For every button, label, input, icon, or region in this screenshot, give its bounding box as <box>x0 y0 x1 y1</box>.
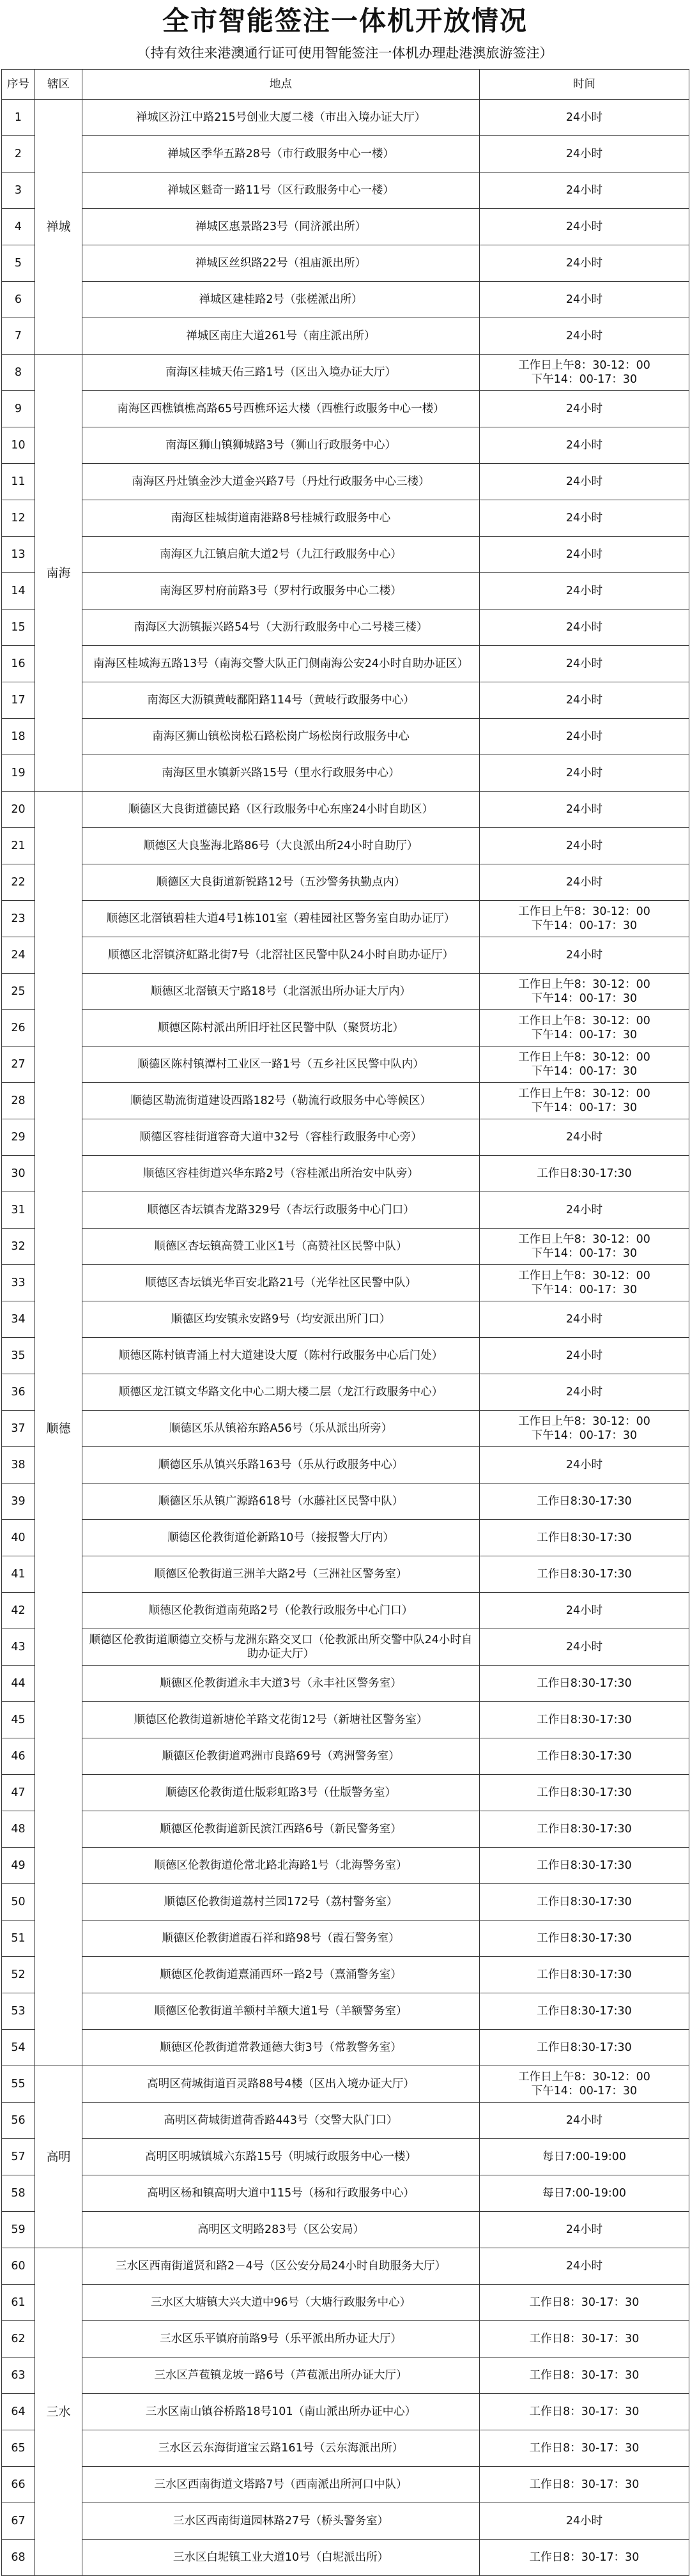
row-number: 42 <box>2 1593 35 1629</box>
address-cell: 高明区文明路283号（区公安局） <box>82 2212 480 2248</box>
time-cell: 工作日8:30-17:30 <box>480 1738 689 1775</box>
time-cell: 工作日上午8：30-12：00 下午14：00-17：30 <box>480 974 689 1010</box>
address-cell: 南海区狮山镇松岗松石路松岗广场松岗行政服务中心 <box>82 719 480 755</box>
time-cell: 24小时 <box>480 2103 689 2139</box>
row-number: 65 <box>2 2430 35 2467</box>
table-row <box>2 1046 689 1083</box>
header-address: 地点 <box>82 70 480 100</box>
row-number: 30 <box>2 1156 35 1192</box>
table-row <box>2 1666 689 1702</box>
row-number: 15 <box>2 610 35 646</box>
row-number: 45 <box>2 1702 35 1738</box>
time-cell: 24小时 <box>480 937 689 974</box>
address-cell: 禅城区南庄大道261号（南庄派出所） <box>82 318 480 355</box>
time-cell: 24小时 <box>480 1447 689 1483</box>
time-cell: 24小时 <box>480 318 689 355</box>
table-row <box>2 2430 689 2467</box>
time-cell: 工作日8:30-17:30 <box>480 1775 689 1811</box>
table-row <box>2 1593 689 1629</box>
time-cell: 24小时 <box>480 464 689 500</box>
district-cell: 南海 <box>35 355 82 792</box>
row-number: 36 <box>2 1374 35 1411</box>
table-row <box>2 2066 689 2103</box>
address-cell: 禅城区惠景路23号（同济派出所） <box>82 209 480 245</box>
table-row <box>2 136 689 172</box>
table-row <box>2 464 689 500</box>
time-cell: 24小时 <box>480 1192 689 1229</box>
table-row <box>2 610 689 646</box>
address-cell: 顺德区陈村派出所旧圩社区民警中队（聚贤坊北） <box>82 1010 480 1046</box>
address-cell: 顺德区伦教街道常教通德大街3号（常教警务室） <box>82 2030 480 2066</box>
row-number: 33 <box>2 1265 35 1301</box>
row-number: 67 <box>2 2503 35 2540</box>
address-cell: 顺德区陈村镇潭村工业区一路1号（五乡社区民警中队内） <box>82 1046 480 1083</box>
table-row <box>2 1229 689 1265</box>
time-cell: 24小时 <box>480 755 689 792</box>
district-cell: 三水 <box>35 2248 82 2576</box>
locations-table <box>1 69 689 2576</box>
time-cell: 工作日上午8：30-12：00 下午14：00-17：30 <box>480 1083 689 1119</box>
time-cell: 工作日8:30-17:30 <box>480 1811 689 1848</box>
address-cell: 南海区西樵镇樵高路65号西樵环运大楼（西樵行政服务中心一楼） <box>82 391 480 427</box>
address-cell: 高明区荷城街道百灵路88号4楼（区出入境办证大厅） <box>82 2066 480 2103</box>
row-number: 63 <box>2 2358 35 2394</box>
time-cell: 24小时 <box>480 100 689 136</box>
address-cell: 顺德区大良鉴海北路86号（大良派出所24小时自助厅） <box>82 828 480 864</box>
address-cell: 禅城区季华五路28号（市行政服务中心一楼） <box>82 136 480 172</box>
time-cell: 24小时 <box>480 136 689 172</box>
time-cell: 24小时 <box>480 1301 689 1338</box>
row-number: 34 <box>2 1301 35 1338</box>
table-row <box>2 1338 689 1374</box>
time-cell: 24小时 <box>480 245 689 282</box>
row-number: 10 <box>2 427 35 464</box>
district-cell: 禅城 <box>35 100 82 355</box>
address-cell: 顺德区伦教街道伦新路10号（接报警大厅内） <box>82 1520 480 1556</box>
address-cell: 南海区九江镇启航大道2号（九江行政服务中心） <box>82 537 480 573</box>
time-cell: 工作日8:30-17:30 <box>480 1702 689 1738</box>
table-row <box>2 719 689 755</box>
time-cell: 工作日上午8：30-12：00 下午14：00-17：30 <box>480 901 689 937</box>
time-cell: 24小时 <box>480 828 689 864</box>
table-row <box>2 1192 689 1229</box>
time-cell: 工作日8:30-17:30 <box>480 1666 689 1702</box>
address-cell: 顺德区伦教街道熹涌西环一路2号（熹涌警务室） <box>82 1957 480 1993</box>
address-cell: 顺德区大良街道新锐路12号（五沙警务执勤点内） <box>82 864 480 901</box>
time-cell: 工作日上午8：30-12：00 下午14：00-17：30 <box>480 1010 689 1046</box>
time-cell: 24小时 <box>480 682 689 719</box>
row-number: 14 <box>2 573 35 610</box>
table-body <box>2 100 689 2576</box>
address-cell: 顺德区伦教街道新民滨江西路6号（新民警务室） <box>82 1811 480 1848</box>
time-cell: 工作日8：30-17：30 <box>480 2540 689 2576</box>
row-number: 26 <box>2 1010 35 1046</box>
row-number: 12 <box>2 500 35 537</box>
row-number: 4 <box>2 209 35 245</box>
address-cell: 三水区西南街道文塔路7号（西南派出所河口中队） <box>82 2467 480 2503</box>
table-row <box>2 974 689 1010</box>
time-cell: 工作日8:30-17:30 <box>480 1957 689 1993</box>
row-number: 2 <box>2 136 35 172</box>
address-cell: 顺德区容桂街道兴华东路2号（容桂派出所治安中队旁） <box>82 1156 480 1192</box>
table-row <box>2 1483 689 1520</box>
table-row <box>2 355 689 391</box>
table-row <box>2 901 689 937</box>
table-row <box>2 2175 689 2212</box>
header-no: 序号 <box>2 70 35 100</box>
row-number: 24 <box>2 937 35 974</box>
row-number: 6 <box>2 282 35 318</box>
row-number: 22 <box>2 864 35 901</box>
time-cell: 24小时 <box>480 792 689 828</box>
time-cell: 工作日8：30-17：30 <box>480 2394 689 2430</box>
row-number: 16 <box>2 646 35 682</box>
time-cell: 工作日8:30-17:30 <box>480 1920 689 1957</box>
time-cell: 24小时 <box>480 537 689 573</box>
address-cell: 南海区大沥镇黄岐鄱阳路114号（黄岐行政服务中心） <box>82 682 480 719</box>
row-number: 1 <box>2 100 35 136</box>
row-number: 5 <box>2 245 35 282</box>
address-cell: 南海区桂城海五路13号（南海交警大队正门侧南海公安24小时自助办证区） <box>82 646 480 682</box>
row-number: 56 <box>2 2103 35 2139</box>
address-cell: 顺德区容桂街道容奇大道中32号（容桂行政服务中心旁） <box>82 1119 480 1156</box>
time-cell: 24小时 <box>480 1629 689 1666</box>
table-row <box>2 1083 689 1119</box>
time-cell: 工作日上午8：30-12：00 下午14：00-17：30 <box>480 1046 689 1083</box>
time-cell: 24小时 <box>480 500 689 537</box>
row-number: 32 <box>2 1229 35 1265</box>
table-row <box>2 1738 689 1775</box>
table-row <box>2 2358 689 2394</box>
address-cell: 顺德区伦教街道顺德立交桥与龙洲东路交叉口（伦教派出所交警中队24小时自助办证大厅） <box>82 1629 480 1666</box>
address-cell: 顺德区北滘镇碧桂大道4号1栋101室（碧桂园社区警务室自助办证厅） <box>82 901 480 937</box>
address-cell: 三水区西南街道贤和路2－4号（区公安分局24小时自助服务大厅） <box>82 2248 480 2285</box>
row-number: 55 <box>2 2066 35 2103</box>
address-cell: 顺德区杏坛镇高赞工业区1号（高赞社区民警中队） <box>82 1229 480 1265</box>
address-cell: 顺德区伦教街道永丰大道3号（永丰社区警务室） <box>82 1666 480 1702</box>
time-cell: 24小时 <box>480 610 689 646</box>
time-cell: 工作日上午8：30-12：00 下午14：00-17：30 <box>480 1229 689 1265</box>
time-cell: 工作日上午8：30-12：00 下午14：00-17：30 <box>480 1265 689 1301</box>
address-cell: 顺德区乐从镇裕东路A56号（乐从派出所旁） <box>82 1411 480 1447</box>
row-number: 52 <box>2 1957 35 1993</box>
time-cell: 每日7:00-19:00 <box>480 2139 689 2175</box>
address-cell: 南海区大沥镇振兴路54号（大沥行政服务中心二号楼三楼） <box>82 610 480 646</box>
table-row <box>2 2139 689 2175</box>
address-cell: 禅城区建桂路2号（张槎派出所） <box>82 282 480 318</box>
address-cell: 高明区杨和镇高明大道中115号（杨和行政服务中心） <box>82 2175 480 2212</box>
address-cell: 顺德区伦教街道三洲羊大路2号（三洲社区警务室） <box>82 1556 480 1593</box>
time-cell: 24小时 <box>480 282 689 318</box>
row-number: 3 <box>2 172 35 209</box>
address-cell: 南海区里水镇新兴路15号（里水行政服务中心） <box>82 755 480 792</box>
time-cell: 24小时 <box>480 864 689 901</box>
address-cell: 南海区桂城天佑三路1号（区出入境办证大厅） <box>82 355 480 391</box>
row-number: 11 <box>2 464 35 500</box>
table-row <box>2 1119 689 1156</box>
page-title: 全市智能签注一体机开放情况 <box>162 5 528 36</box>
time-cell: 工作日8:30-17:30 <box>480 1483 689 1520</box>
table-row <box>2 209 689 245</box>
row-number: 51 <box>2 1920 35 1957</box>
row-number: 27 <box>2 1046 35 1083</box>
table-row <box>2 100 689 136</box>
address-cell: 顺德区勒流街道建设西路182号（勒流行政服务中心等候区） <box>82 1083 480 1119</box>
header-time: 时间 <box>480 70 689 100</box>
row-number: 40 <box>2 1520 35 1556</box>
time-cell: 24小时 <box>480 427 689 464</box>
time-cell: 工作日8：30-17：30 <box>480 2321 689 2358</box>
time-cell: 24小时 <box>480 391 689 427</box>
table-row <box>2 2248 689 2285</box>
time-cell: 工作日上午8：30-12：00 下午14：00-17：30 <box>480 355 689 391</box>
address-cell: 南海区桂城街道南港路8号桂城行政服务中心 <box>82 500 480 537</box>
address-cell: 三水区白坭镇工业大道10号（白坭派出所） <box>82 2540 480 2576</box>
table-row <box>2 1374 689 1411</box>
table-row <box>2 172 689 209</box>
table-row <box>2 864 689 901</box>
row-number: 64 <box>2 2394 35 2430</box>
table-row <box>2 2103 689 2139</box>
table-row <box>2 2030 689 2066</box>
table-row <box>2 2321 689 2358</box>
row-number: 17 <box>2 682 35 719</box>
row-number: 9 <box>2 391 35 427</box>
row-number: 18 <box>2 719 35 755</box>
address-cell: 顺德区伦教街道伦常北路北海路1号（北海警务室） <box>82 1848 480 1884</box>
row-number: 49 <box>2 1848 35 1884</box>
row-number: 47 <box>2 1775 35 1811</box>
table-row <box>2 646 689 682</box>
row-number: 25 <box>2 974 35 1010</box>
table-row <box>2 1301 689 1338</box>
time-cell: 工作日8:30-17:30 <box>480 1993 689 2030</box>
address-cell: 顺德区陈村镇青涌上村大道建设大厦（陈村行政服务中心后门处） <box>82 1338 480 1374</box>
table-header-row <box>2 70 689 100</box>
row-number: 41 <box>2 1556 35 1593</box>
time-cell: 工作日上午8：30-12：00 下午14：00-17：30 <box>480 2066 689 2103</box>
row-number: 44 <box>2 1666 35 1702</box>
table-row <box>2 1848 689 1884</box>
table-row <box>2 2212 689 2248</box>
address-cell: 三水区大塘镇大兴大道中96号（大塘行政服务中心） <box>82 2285 480 2321</box>
time-cell: 24小时 <box>480 2503 689 2540</box>
address-cell: 顺德区杏坛镇光华百安北路21号（光华社区民警中队） <box>82 1265 480 1301</box>
address-cell: 三水区云东海街道宝云路161号（云东海派出所） <box>82 2430 480 2467</box>
row-number: 28 <box>2 1083 35 1119</box>
table-row <box>2 1884 689 1920</box>
time-cell: 24小时 <box>480 1374 689 1411</box>
table-row <box>2 1629 689 1666</box>
time-cell: 24小时 <box>480 2212 689 2248</box>
time-cell: 工作日上午8：30-12：00 下午14：00-17：30 <box>480 1411 689 1447</box>
row-number: 60 <box>2 2248 35 2285</box>
table-row <box>2 937 689 974</box>
table-row <box>2 245 689 282</box>
table-row <box>2 1156 689 1192</box>
district-cell: 顺德 <box>35 792 82 2066</box>
table-row <box>2 500 689 537</box>
table-row <box>2 537 689 573</box>
row-number: 66 <box>2 2467 35 2503</box>
address-cell: 禅城区汾江中路215号创业大厦二楼（市出入境办证大厅） <box>82 100 480 136</box>
address-cell: 三水区西南街道园林路27号（桥头警务室） <box>82 2503 480 2540</box>
time-cell: 24小时 <box>480 573 689 610</box>
address-cell: 顺德区北滘镇济虹路北街7号（北滘社区民警中队24小时自助办证厅） <box>82 937 480 974</box>
address-cell: 顺德区伦教街道羊额村羊额大道1号（羊额警务室） <box>82 1993 480 2030</box>
address-cell: 南海区狮山镇狮城路3号（狮山行政服务中心） <box>82 427 480 464</box>
row-number: 29 <box>2 1119 35 1156</box>
table-row <box>2 2285 689 2321</box>
row-number: 21 <box>2 828 35 864</box>
time-cell: 工作日8:30-17:30 <box>480 1884 689 1920</box>
table-row <box>2 2394 689 2430</box>
time-cell: 24小时 <box>480 719 689 755</box>
row-number: 35 <box>2 1338 35 1374</box>
time-cell: 工作日8:30-17:30 <box>480 1556 689 1593</box>
time-cell: 工作日8：30-17：30 <box>480 2430 689 2467</box>
row-number: 61 <box>2 2285 35 2321</box>
row-number: 59 <box>2 2212 35 2248</box>
row-number: 48 <box>2 1811 35 1848</box>
time-cell: 每日7:00-19:00 <box>480 2175 689 2212</box>
table-row <box>2 1411 689 1447</box>
row-number: 53 <box>2 1993 35 2030</box>
row-number: 23 <box>2 901 35 937</box>
table-row <box>2 2540 689 2576</box>
table-row <box>2 755 689 792</box>
time-cell: 24小时 <box>480 2248 689 2285</box>
row-number: 43 <box>2 1629 35 1666</box>
address-cell: 顺德区伦教街道霞石祥和路98号（霞石警务室） <box>82 1920 480 1957</box>
row-number: 13 <box>2 537 35 573</box>
address-cell: 顺德区北滘镇天宁路18号（北滘派出所办证大厅内） <box>82 974 480 1010</box>
page-subtitle: （持有效往来港澳通行证可使用智能签注一体机办理赴港澳旅游签注） <box>137 45 553 61</box>
time-cell: 24小时 <box>480 1593 689 1629</box>
address-cell: 顺德区杏坛镇杏龙路329号（杏坛行政服务中心门口） <box>82 1192 480 1229</box>
address-cell: 顺德区乐从镇广源路618号（水藤社区民警中队） <box>82 1483 480 1520</box>
address-cell: 高明区明城镇城六东路15号（明城行政服务中心一楼） <box>82 2139 480 2175</box>
row-number: 20 <box>2 792 35 828</box>
time-cell: 工作日8:30-17:30 <box>480 1156 689 1192</box>
time-cell: 24小时 <box>480 1119 689 1156</box>
address-cell: 顺德区龙江镇文华路文化中心二期大楼二层（龙江行政服务中心） <box>82 1374 480 1411</box>
time-cell: 24小时 <box>480 172 689 209</box>
table-row <box>2 318 689 355</box>
address-cell: 顺德区大良街道德民路（区行政服务中心东座24小时自助区） <box>82 792 480 828</box>
table-row <box>2 282 689 318</box>
table-row <box>2 1993 689 2030</box>
table-row <box>2 1957 689 1993</box>
row-number: 50 <box>2 1884 35 1920</box>
table-row <box>2 1702 689 1738</box>
table-row <box>2 1920 689 1957</box>
time-cell: 工作日8:30-17:30 <box>480 1520 689 1556</box>
address-cell: 顺德区伦教街道南苑路2号（伦教行政服务中心门口） <box>82 1593 480 1629</box>
table-row <box>2 573 689 610</box>
address-cell: 禅城区丝织路22号（祖庙派出所） <box>82 245 480 282</box>
address-cell: 三水区南山镇谷桥路18号101（南山派出所办证中心） <box>82 2394 480 2430</box>
header-district: 辖区 <box>35 70 82 100</box>
time-cell: 24小时 <box>480 209 689 245</box>
time-cell: 24小时 <box>480 1338 689 1374</box>
address-cell: 顺德区伦教街道新塘伦羊路文花街12号（新塘社区警务室） <box>82 1702 480 1738</box>
table-row <box>2 1265 689 1301</box>
row-number: 19 <box>2 755 35 792</box>
row-number: 38 <box>2 1447 35 1483</box>
table-row <box>2 792 689 828</box>
address-cell: 顺德区伦教街道鸡洲市良路69号（鸡洲警务室） <box>82 1738 480 1775</box>
row-number: 62 <box>2 2321 35 2358</box>
table-row <box>2 1556 689 1593</box>
time-cell: 工作日8:30-17:30 <box>480 1848 689 1884</box>
row-number: 54 <box>2 2030 35 2066</box>
table-row <box>2 1520 689 1556</box>
table-row <box>2 1447 689 1483</box>
time-cell: 工作日8:30-17:30 <box>480 2030 689 2066</box>
address-cell: 三水区芦苞镇龙坡一路6号（芦苞派出所办证大厅） <box>82 2358 480 2394</box>
table-row <box>2 682 689 719</box>
row-number: 7 <box>2 318 35 355</box>
row-number: 68 <box>2 2540 35 2576</box>
time-cell: 24小时 <box>480 646 689 682</box>
row-number: 46 <box>2 1738 35 1775</box>
table-row <box>2 1811 689 1848</box>
row-number: 31 <box>2 1192 35 1229</box>
row-number: 39 <box>2 1483 35 1520</box>
table-row <box>2 427 689 464</box>
table-row <box>2 1775 689 1811</box>
table-row <box>2 2503 689 2540</box>
table-row <box>2 2467 689 2503</box>
address-cell: 顺德区乐从镇兴乐路163号（乐从行政服务中心） <box>82 1447 480 1483</box>
row-number: 58 <box>2 2175 35 2212</box>
time-cell: 工作日8：30-17：30 <box>480 2467 689 2503</box>
table-row <box>2 391 689 427</box>
address-cell: 高明区荷城街道荷香路443号（交警大队门口） <box>82 2103 480 2139</box>
row-number: 8 <box>2 355 35 391</box>
address-cell: 南海区丹灶镇金沙大道金兴路7号（丹灶行政服务中心三楼） <box>82 464 480 500</box>
row-number: 37 <box>2 1411 35 1447</box>
time-cell: 工作日8：30-17：30 <box>480 2285 689 2321</box>
row-number: 57 <box>2 2139 35 2175</box>
address-cell: 南海区罗村府前路3号（罗村行政服务中心二楼） <box>82 573 480 610</box>
address-cell: 禅城区魁奇一路11号（区行政服务中心一楼） <box>82 172 480 209</box>
table-row <box>2 828 689 864</box>
district-cell: 高明 <box>35 2066 82 2248</box>
address-cell: 顺德区伦教街道荔村兰园172号（荔村警务室） <box>82 1884 480 1920</box>
address-cell: 顺德区均安镇永安路9号（均安派出所门口） <box>82 1301 480 1338</box>
table-row <box>2 1010 689 1046</box>
address-cell: 顺德区伦教街道仕版彩虹路3号（仕版警务室） <box>82 1775 480 1811</box>
address-cell: 三水区乐平镇府前路9号（乐平派出所办证大厅） <box>82 2321 480 2358</box>
time-cell: 工作日8：30-17：30 <box>480 2358 689 2394</box>
